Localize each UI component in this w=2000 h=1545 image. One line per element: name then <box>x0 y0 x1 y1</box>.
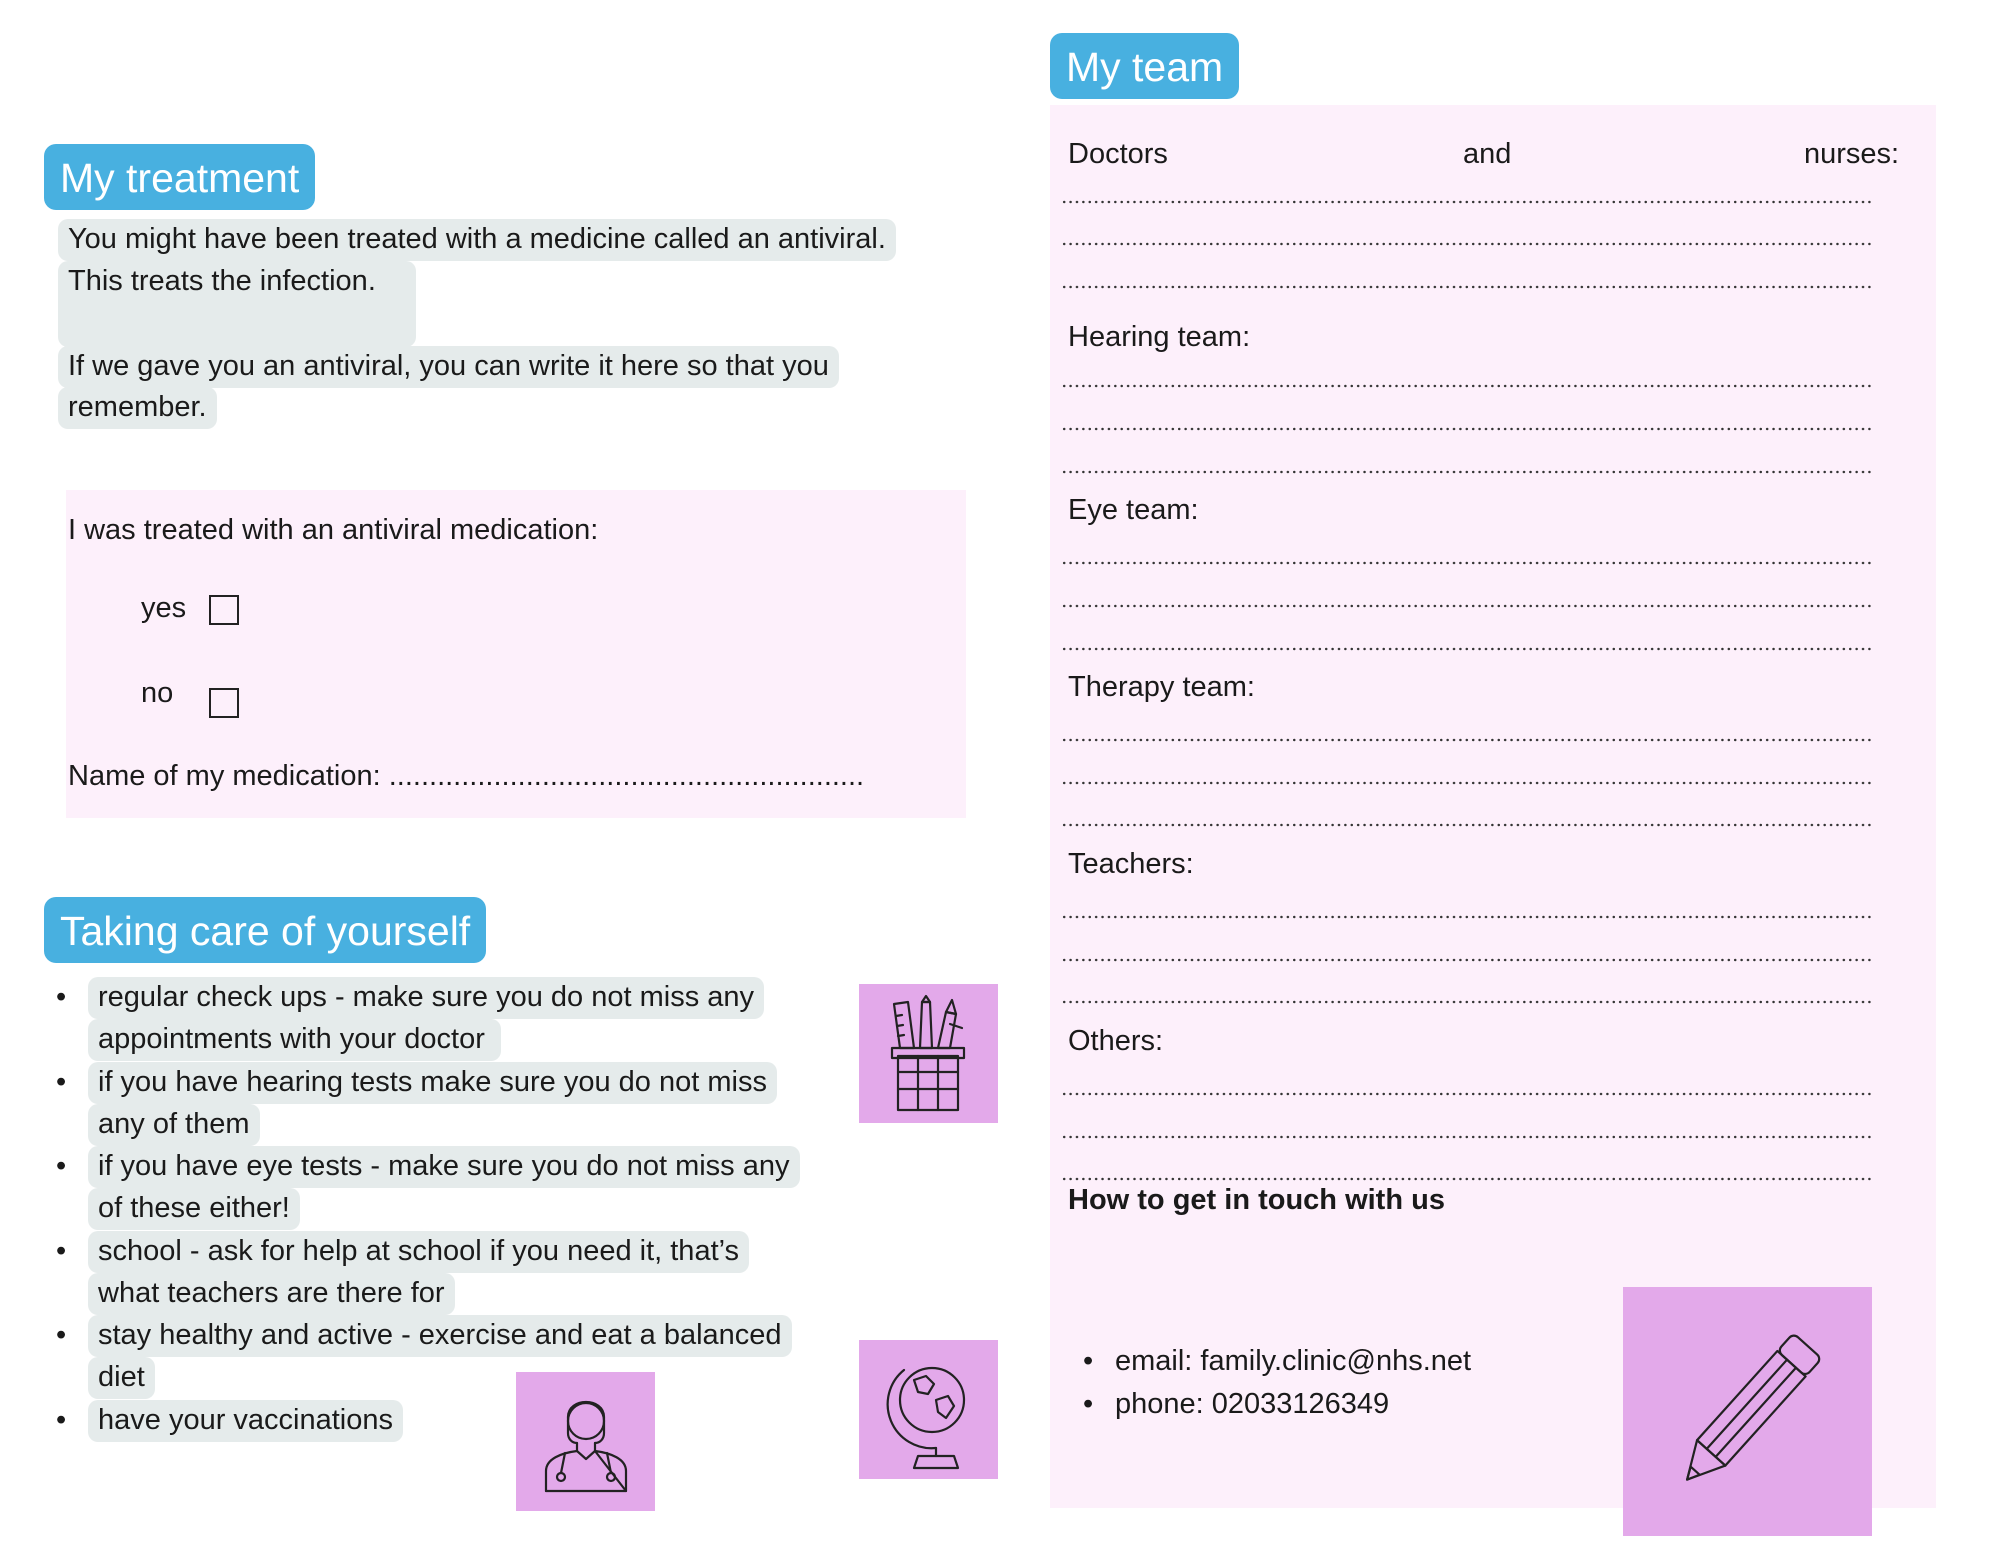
doctor-icon <box>531 1387 641 1497</box>
my-treatment-heading: My treatment <box>44 144 315 210</box>
teachers-label: Teachers: <box>1068 848 1194 880</box>
care-item-6: • have your vaccinations <box>88 1400 403 1442</box>
eye-line-3[interactable] <box>1061 646 1873 652</box>
care-item-3-line-1: • if you have eye tests - make sure you do not miss any <box>88 1146 800 1188</box>
doctors-label-1: Doctors <box>1068 138 1168 170</box>
option-no-label: no <box>141 677 174 709</box>
teachers-line-2[interactable] <box>1061 957 1873 963</box>
teachers-line-3[interactable] <box>1061 999 1873 1005</box>
pencil-tile <box>1623 1287 1872 1536</box>
others-line-2[interactable] <box>1061 1134 1873 1140</box>
yes-checkbox[interactable] <box>209 595 239 625</box>
therapy-line-1[interactable] <box>1061 737 1873 743</box>
pencil-icon <box>1663 1317 1833 1507</box>
doctors-line-1[interactable] <box>1061 199 1873 205</box>
my-team-heading: My team <box>1050 33 1239 99</box>
care-item-5-line-2: diet <box>88 1357 155 1399</box>
treatment-intro-line-1: You might have been treated with a medicine called an antiviral. <box>58 219 896 261</box>
hearing-line-3[interactable] <box>1061 469 1873 475</box>
stationery-tile <box>859 984 998 1123</box>
therapy-line-2[interactable] <box>1061 780 1873 786</box>
therapy-team-label: Therapy team: <box>1068 671 1255 703</box>
therapy-line-3[interactable] <box>1061 822 1873 828</box>
hearing-line-2[interactable] <box>1061 426 1873 432</box>
contact-list <box>1083 1340 1471 1426</box>
no-checkbox[interactable] <box>209 688 239 718</box>
care-item-4-line-1: • school - ask for help at school if you need it, that’s <box>88 1231 749 1273</box>
stationery-cup-icon <box>884 994 974 1114</box>
others-line-1[interactable] <box>1061 1091 1873 1097</box>
eye-team-label: Eye team: <box>1068 494 1199 526</box>
care-item-5-line-1: • stay healthy and active - exercise and eat a balanced <box>88 1315 792 1357</box>
treatment-write-line-1: If we gave you an antiviral, you can write it here so that you <box>58 346 839 388</box>
care-item-3-line-2: of these either! <box>88 1188 300 1230</box>
doctor-tile <box>516 1372 655 1511</box>
hearing-team-label: Hearing team: <box>1068 321 1251 353</box>
eye-line-2[interactable] <box>1061 603 1873 609</box>
eye-line-1[interactable] <box>1061 560 1873 566</box>
contact-phone[interactable]: • phone: 02033126349 <box>1083 1383 1471 1426</box>
globe-tile <box>859 1340 998 1479</box>
care-item-4-line-2: what teachers are there for <box>88 1273 455 1315</box>
medication-name-field[interactable]: Name of my medication: ........................................................... <box>68 760 865 792</box>
care-item-2-line-1: • if you have hearing tests make sure you do not miss <box>88 1062 777 1104</box>
antiviral-question: I was treated with an antiviral medication: <box>68 514 599 546</box>
teachers-line-1[interactable] <box>1061 914 1873 920</box>
hearing-line-1[interactable] <box>1061 383 1873 389</box>
taking-care-heading: Taking care of yourself <box>44 897 486 963</box>
contact-email[interactable]: • email: family.clinic@nhs.net <box>1083 1340 1471 1383</box>
doctors-line-3[interactable] <box>1061 284 1873 290</box>
doctors-label-2: and <box>1463 138 1512 170</box>
care-item-2-line-2: any of them <box>88 1104 260 1146</box>
option-yes-label: yes <box>141 592 187 624</box>
contact-heading: How to get in touch with us <box>1068 1184 1445 1216</box>
care-item-1-line-2: appointments with your doctor <box>88 1019 501 1061</box>
treatment-write-line-2: remember. <box>58 387 217 429</box>
others-label: Others: <box>1068 1025 1164 1057</box>
globe-icon <box>874 1350 984 1470</box>
doctors-line-2[interactable] <box>1061 241 1873 247</box>
doctors-label-3: nurses: <box>1804 138 1900 170</box>
care-item-1-line-1: • regular check ups - make sure you do not miss any <box>88 977 764 1019</box>
treatment-intro-line-2: This treats the infection. <box>58 261 416 347</box>
others-line-3[interactable] <box>1061 1176 1873 1182</box>
